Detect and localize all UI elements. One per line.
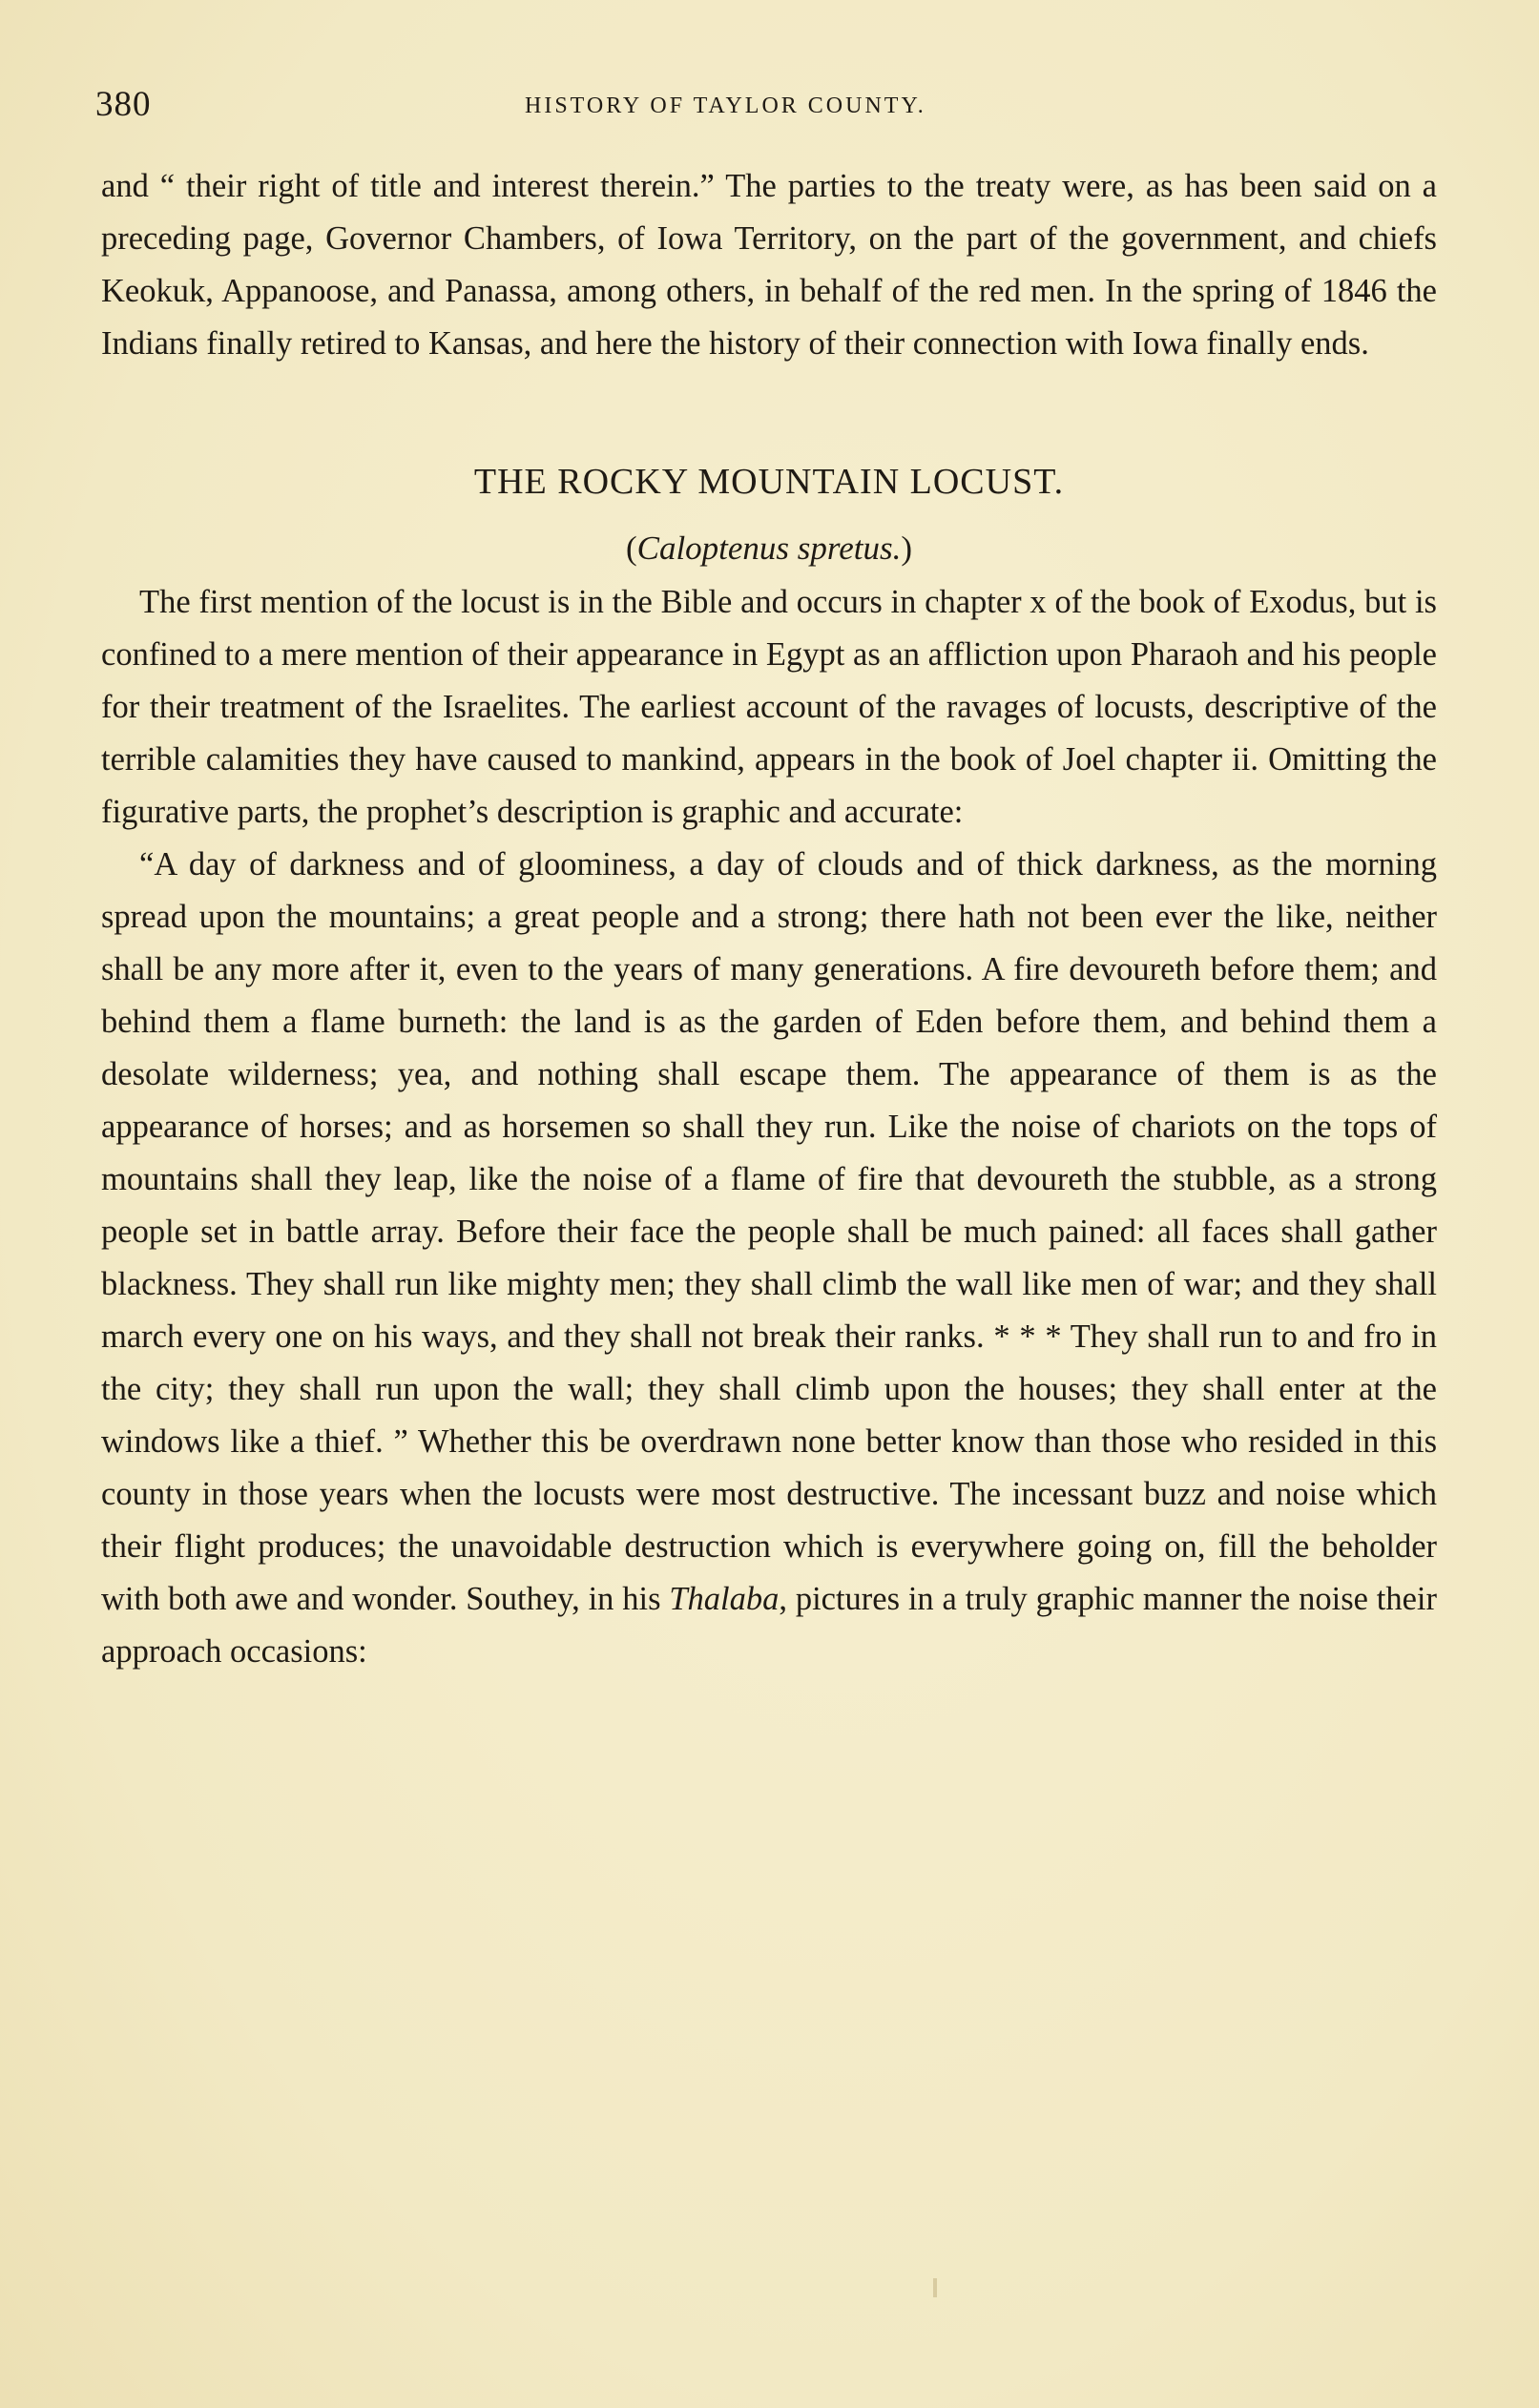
closing-text-end: , pictures in a truly graphic manner the noise their approach occasions: bbox=[101, 1581, 1437, 1670]
page-number: 380 bbox=[95, 85, 152, 124]
subtitle-open-paren: ( bbox=[625, 529, 637, 567]
running-title: HISTORY OF TAYLOR COUNTY. bbox=[525, 93, 926, 118]
page-blemish bbox=[933, 2278, 937, 2297]
opening-paragraph: and “ their right of title and interest therein.” The parties to the treaty were, as has been said on a preceding page, Governor Chambers, of Iowa Territory, on the part of the government, and chiefs Keokuk, Appanoose, and Panassa, among others, in behalf of the red men. In the spring of 1846 the Indians finally retired to Kansas, and here the history of their connection with Iowa finally ends. bbox=[101, 168, 1437, 362]
first-paragraph: The first mention of the locust is in the Bible and occurs in chapter x of the book of Exodus, but is confined to a mere mention of their appearance in Egypt as an affliction upon Pharaoh and his people for their treatment of the Israelites. The earliest account of the ravages of locusts, descriptive of the terrible calamities they have caused to mankind, appears in the book of Joel chapter ii. Omitting the figurative parts, the prophet’s description is graphic and accurate: bbox=[101, 584, 1437, 830]
scripture-quote-paragraph bbox=[101, 839, 1437, 1678]
scripture-quote: “A day of darkness and of gloominess, a day of clouds and of thick darkness, as the morning spread upon the mountains; a great people and a strong; there hath not been ever the like, neither shall be any more after it, even to the years of many generations. A fire devoureth before them; and behind them a flame burneth: the land is as the garden of Eden before them, and behind them a desolate wilderness; yea, and nothing shall escape them. The appearance of them is as the appearance of horses; and as horsemen so shall they run. Like the noise of chariots on the tops of mountains shall they leap, like the noise of a flame of fire that devoureth the stubble, as a strong people set in battle array. Before their face the people shall be much pained: all faces shall gather blackness. They shall run like mighty men; they shall climb the wall like men of war; and they shall march every one on his ways, and they shall not break their ranks. * * * They shall run to and fro in the city; they shall run upon the wall; they shall climb upon the houses; they shall enter at the windows like a thief. ” bbox=[101, 846, 1437, 1460]
running-header bbox=[95, 84, 1441, 132]
section-subtitle bbox=[101, 522, 1437, 574]
subtitle-close-paren: ) bbox=[901, 529, 913, 567]
body-text bbox=[101, 160, 1437, 1678]
section-title: THE ROCKY MOUNTAIN LOCUST. bbox=[473, 462, 1065, 502]
closing-text-start: Whether this be overdrawn none better know than those who resided in this county in those years when the locusts were most destructive. The incessant buzz and noise which their flight produces; the unavoidable destruction which is everywhere going on, fill the beholder with both awe and wonder. Southey, in his bbox=[101, 1423, 1437, 1617]
thalaba-title: Thalaba bbox=[669, 1581, 780, 1617]
scientific-name: Caloptenus spretus. bbox=[636, 529, 902, 567]
